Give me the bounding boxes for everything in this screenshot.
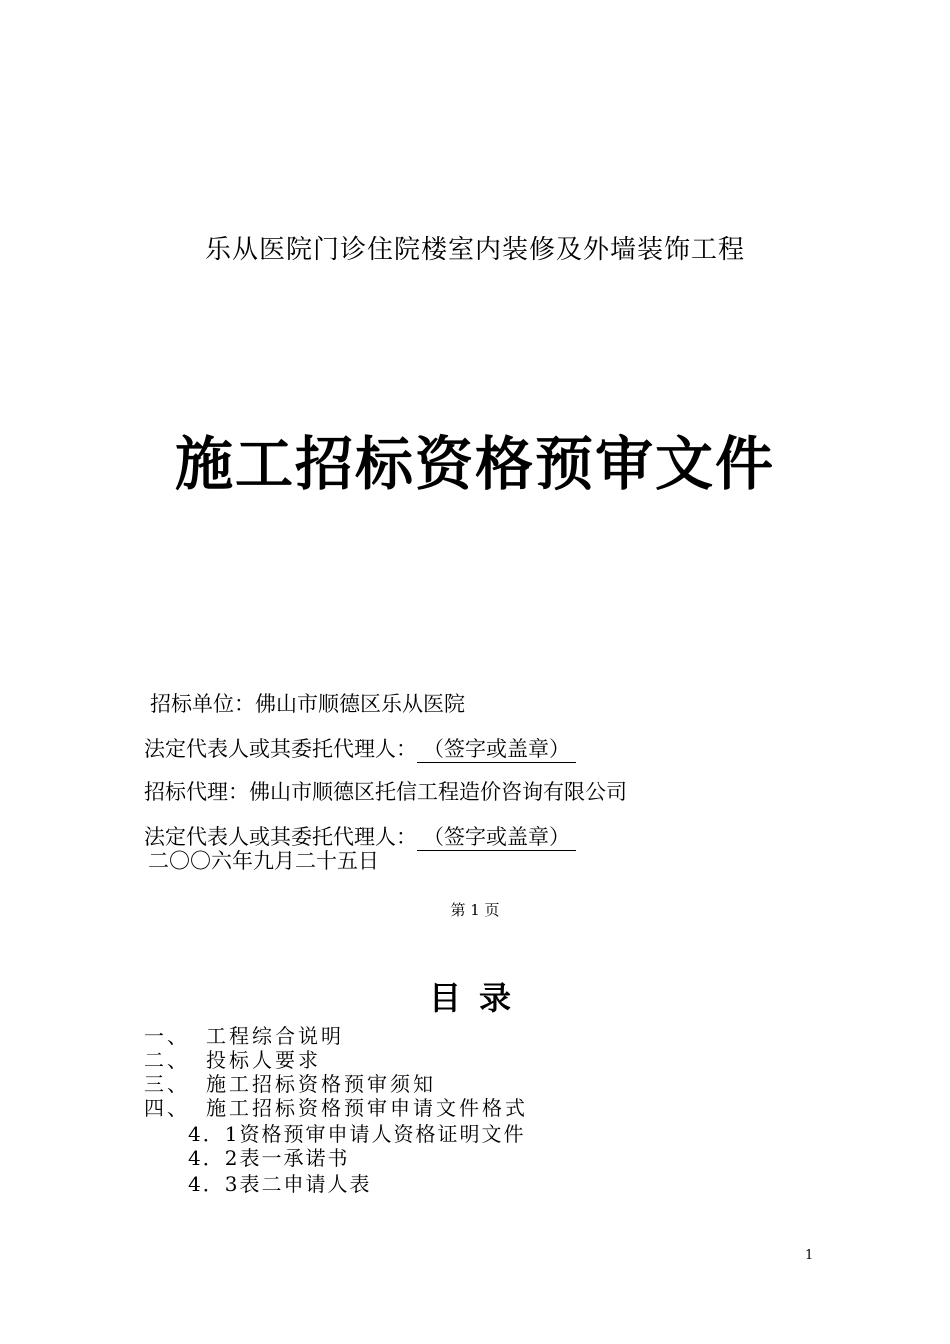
toc-item-number: 四、: [144, 1096, 190, 1120]
signature-field: （签字或盖章）: [417, 736, 576, 763]
tenderer-representative-line: [144, 734, 576, 764]
toc-item-label: 投标人要求: [206, 1048, 321, 1072]
toc-subitem: 4．3表二申请人表: [188, 1172, 372, 1196]
toc-item: [144, 1096, 528, 1120]
project-title: 乐从医院门诊住院楼室内装修及外墙装饰工程: [204, 235, 745, 265]
signature-field: （签字或盖章）: [417, 824, 576, 851]
agent-label: 招标代理：: [144, 780, 249, 804]
toc-item-number: 一、: [144, 1024, 190, 1048]
toc-item-label: 工程综合说明: [206, 1024, 344, 1048]
page-number: 1: [805, 1248, 814, 1263]
toc-subitem: 4．2表一承诺书: [188, 1146, 350, 1170]
representative-label: 法定代表人或其委托代理人：: [144, 737, 417, 761]
tenderer-line: [150, 689, 465, 719]
toc-item-label: 施工招标资格预审申请文件格式: [206, 1096, 528, 1120]
toc-subitem: 4．1资格预审申请人资格证明文件: [188, 1122, 526, 1146]
representative-label: 法定代表人或其委托代理人：: [144, 825, 417, 849]
agent-value: 佛山市顺德区托信工程造价咨询有限公司: [249, 780, 627, 804]
toc-item: [144, 1048, 321, 1072]
agent-line: [144, 777, 627, 807]
document-title: 施工招标资格预审文件: [174, 430, 775, 498]
tenderer-value: 佛山市顺德区乐从医院: [255, 692, 465, 716]
page-footer-label: 第 1 页: [450, 901, 500, 919]
toc-item-label: 施工招标资格预审须知: [206, 1072, 436, 1096]
toc-heading: 目录: [428, 979, 529, 1017]
toc-item-number: 三、: [144, 1072, 190, 1096]
toc-item: [144, 1072, 436, 1096]
tenderer-label: 招标单位：: [150, 692, 255, 716]
toc-item-number: 二、: [144, 1048, 190, 1072]
toc-item: [144, 1024, 344, 1048]
document-date: 二〇〇六年九月二十五日: [148, 849, 379, 873]
